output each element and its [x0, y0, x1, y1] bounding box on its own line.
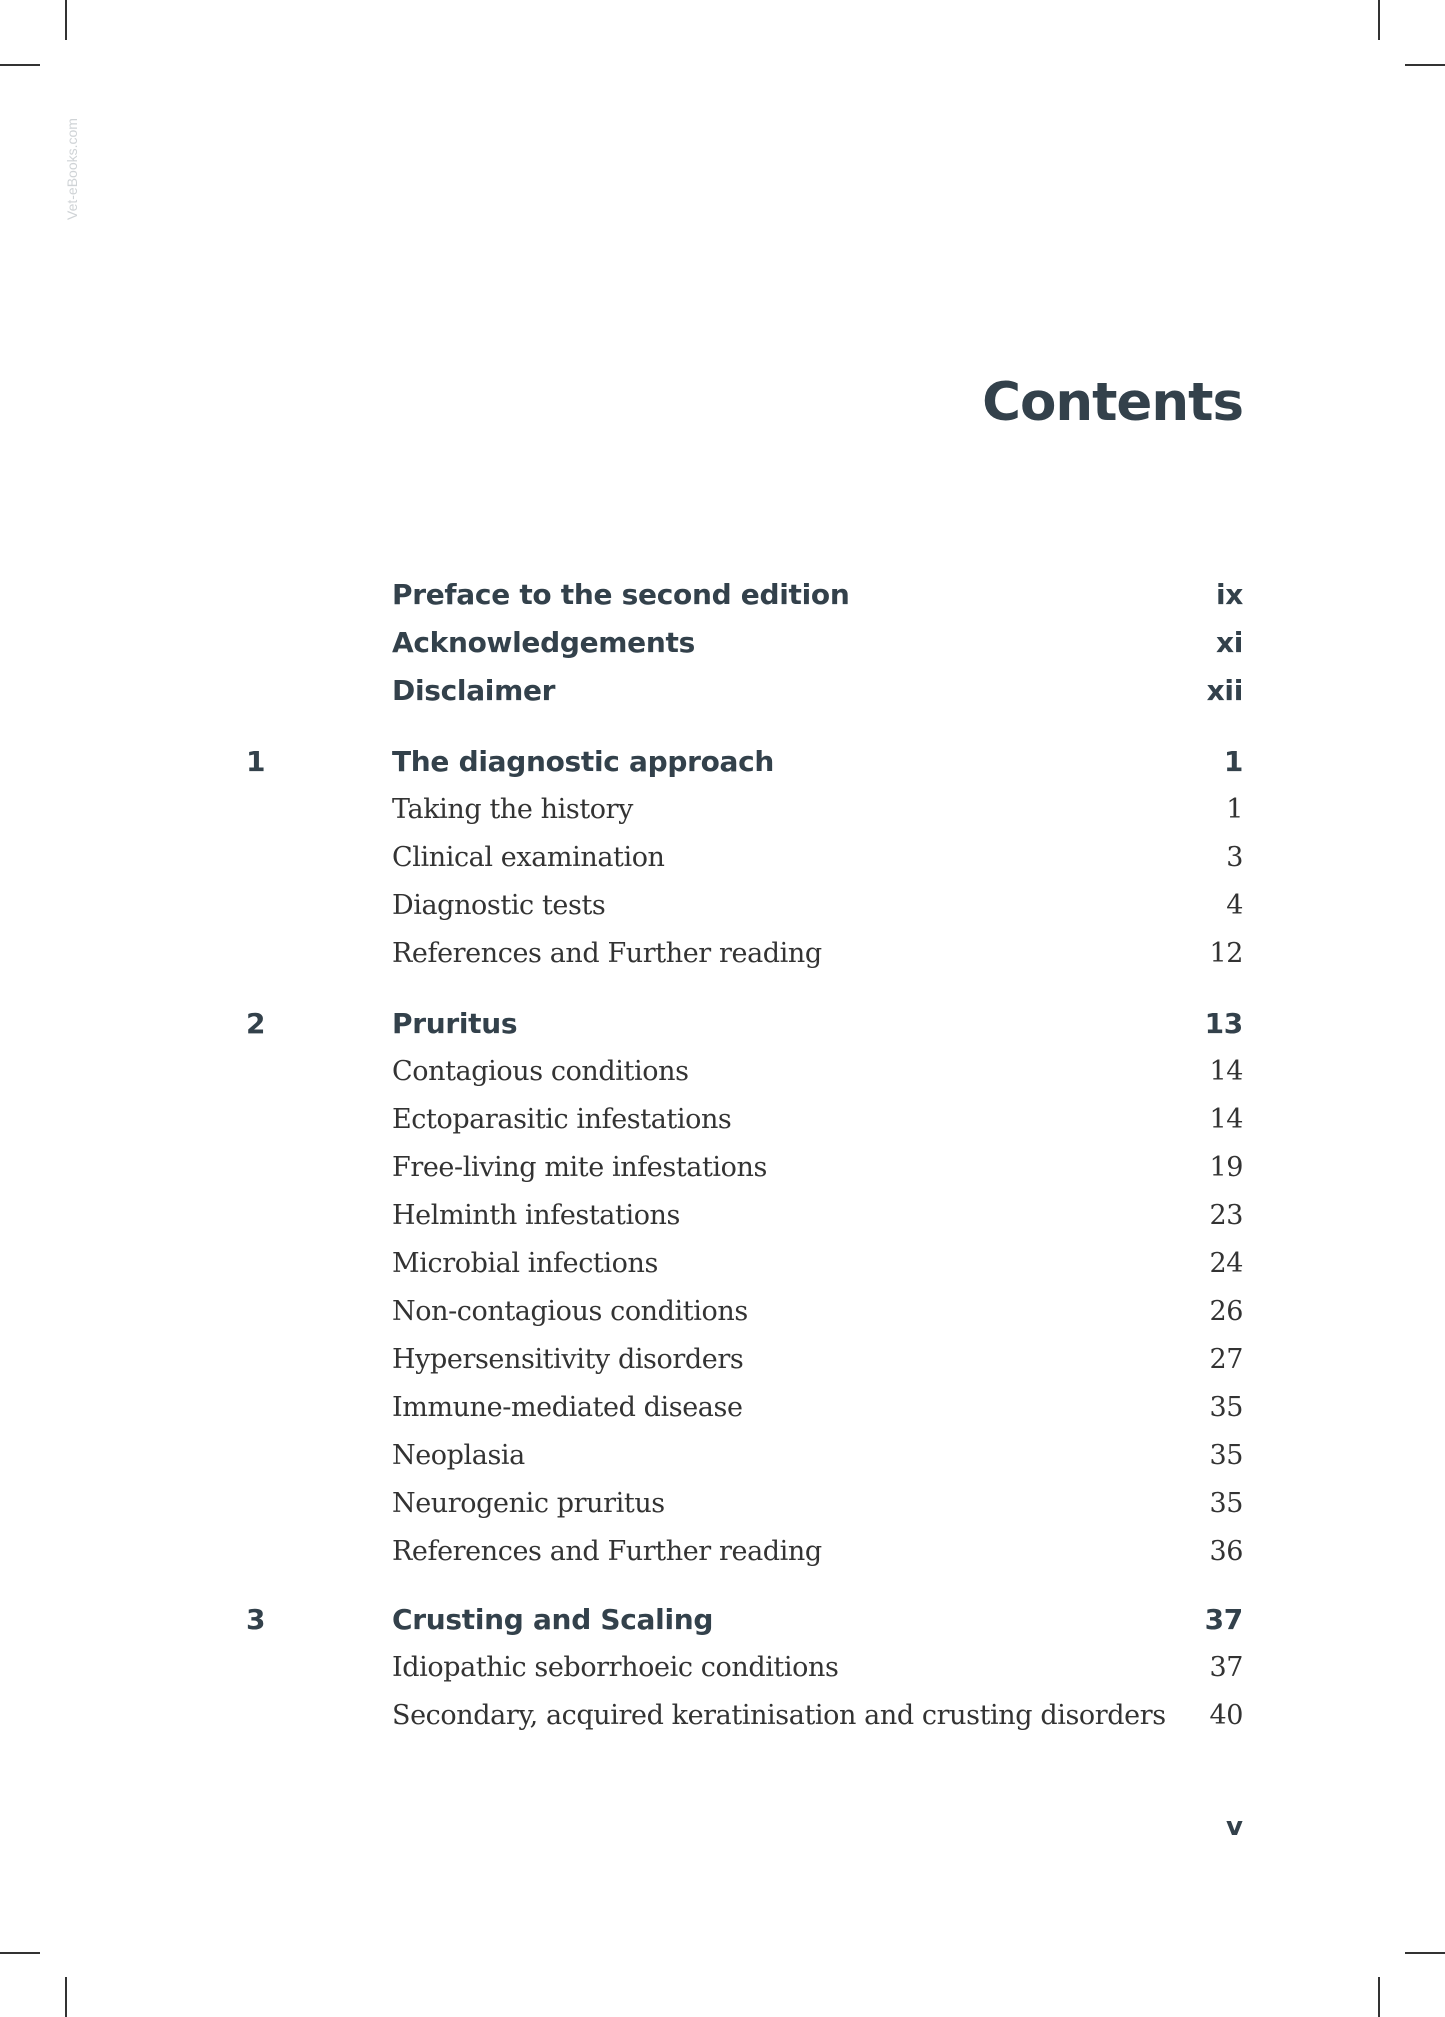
chapter-page: 1	[1223, 745, 1243, 778]
section-label: Microbial infections	[392, 1248, 658, 1279]
chapter-number: 2	[246, 1007, 266, 1040]
toc-section[interactable]	[0, 1248, 1445, 1288]
toc-chapter-1[interactable]	[0, 745, 1445, 785]
toc-section[interactable]	[0, 1536, 1445, 1576]
chapter-page: 13	[1204, 1007, 1243, 1040]
section-label: Ectoparasitic infestations	[392, 1104, 732, 1135]
toc-entry-acknowledgements[interactable]	[0, 626, 1445, 666]
crop-mark	[1378, 1977, 1380, 2017]
section-label: Contagious conditions	[392, 1056, 689, 1087]
section-page: 35	[1209, 1392, 1243, 1423]
chapter-title: The diagnostic approach	[392, 745, 775, 778]
section-label: References and Further reading	[392, 938, 822, 969]
toc-entry-disclaimer[interactable]	[0, 674, 1445, 714]
toc-entry-page: xii	[1206, 674, 1243, 707]
chapter-number: 1	[246, 745, 266, 778]
chapter-page: 37	[1204, 1603, 1243, 1636]
section-page: 37	[1209, 1652, 1243, 1683]
toc-section[interactable]	[0, 1152, 1445, 1192]
section-page: 35	[1209, 1488, 1243, 1519]
section-label: Neoplasia	[392, 1440, 525, 1471]
page-title: Contents	[982, 372, 1243, 433]
toc-section[interactable]	[0, 1652, 1445, 1692]
toc-section[interactable]	[0, 1056, 1445, 1096]
toc-section[interactable]	[0, 1344, 1445, 1384]
section-label: Non-contagious conditions	[392, 1296, 748, 1327]
toc-section[interactable]	[0, 890, 1445, 930]
page-number: v	[1226, 1812, 1243, 1842]
toc-section[interactable]	[0, 1700, 1445, 1740]
toc-section[interactable]	[0, 794, 1445, 834]
toc-section[interactable]	[0, 1488, 1445, 1528]
crop-mark	[0, 1952, 40, 1954]
section-label: Neurogenic pruritus	[392, 1488, 665, 1519]
toc-section[interactable]	[0, 1104, 1445, 1144]
section-label: References and Further reading	[392, 1536, 822, 1567]
toc-section[interactable]	[0, 938, 1445, 978]
toc-entry-page: xi	[1215, 626, 1243, 659]
toc-section[interactable]	[0, 1200, 1445, 1240]
section-page: 26	[1209, 1296, 1243, 1327]
toc-section[interactable]	[0, 1392, 1445, 1432]
chapter-title: Crusting and Scaling	[392, 1603, 714, 1636]
crop-mark	[65, 0, 67, 40]
section-page: 23	[1209, 1200, 1243, 1231]
toc-chapter-3[interactable]	[0, 1603, 1445, 1643]
section-label: Taking the history	[392, 794, 634, 825]
crop-mark	[1405, 1952, 1445, 1954]
section-page: 3	[1226, 842, 1243, 873]
toc-chapter-2[interactable]	[0, 1007, 1445, 1047]
section-label: Clinical examination	[392, 842, 665, 873]
section-page: 24	[1209, 1248, 1243, 1279]
toc-entry-label: Disclaimer	[392, 674, 556, 707]
section-label: Idiopathic seborrhoeic conditions	[392, 1652, 839, 1683]
section-label: Helminth infestations	[392, 1200, 680, 1231]
section-page: 40	[1209, 1700, 1243, 1731]
toc-entry-label: Acknowledgements	[392, 626, 695, 659]
crop-mark	[65, 1977, 67, 2017]
toc-entry-preface[interactable]	[0, 578, 1445, 618]
section-page: 19	[1209, 1152, 1243, 1183]
section-page: 4	[1226, 890, 1243, 921]
section-page: 14	[1209, 1104, 1243, 1135]
section-label: Secondary, acquired keratinisation and crusting disorders	[392, 1700, 1166, 1731]
chapter-title: Pruritus	[392, 1007, 518, 1040]
section-page: 36	[1209, 1536, 1243, 1567]
section-label: Immune-mediated disease	[392, 1392, 743, 1423]
crop-mark	[1378, 0, 1380, 40]
watermark: Vet-eBooks.com	[64, 118, 80, 220]
section-page: 1	[1226, 794, 1243, 825]
toc-section[interactable]	[0, 1296, 1445, 1336]
section-label: Diagnostic tests	[392, 890, 606, 921]
toc-section[interactable]	[0, 842, 1445, 882]
toc-section[interactable]	[0, 1440, 1445, 1480]
section-page: 35	[1209, 1440, 1243, 1471]
section-page: 12	[1209, 938, 1243, 969]
section-page: 14	[1209, 1056, 1243, 1087]
toc-entry-page: ix	[1215, 578, 1243, 611]
toc-entry-label: Preface to the second edition	[392, 578, 850, 611]
section-label: Hypersensitivity disorders	[392, 1344, 744, 1375]
crop-mark	[0, 64, 40, 66]
crop-mark	[1405, 64, 1445, 66]
chapter-number: 3	[246, 1603, 266, 1636]
section-label: Free-living mite infestations	[392, 1152, 767, 1183]
section-page: 27	[1209, 1344, 1243, 1375]
